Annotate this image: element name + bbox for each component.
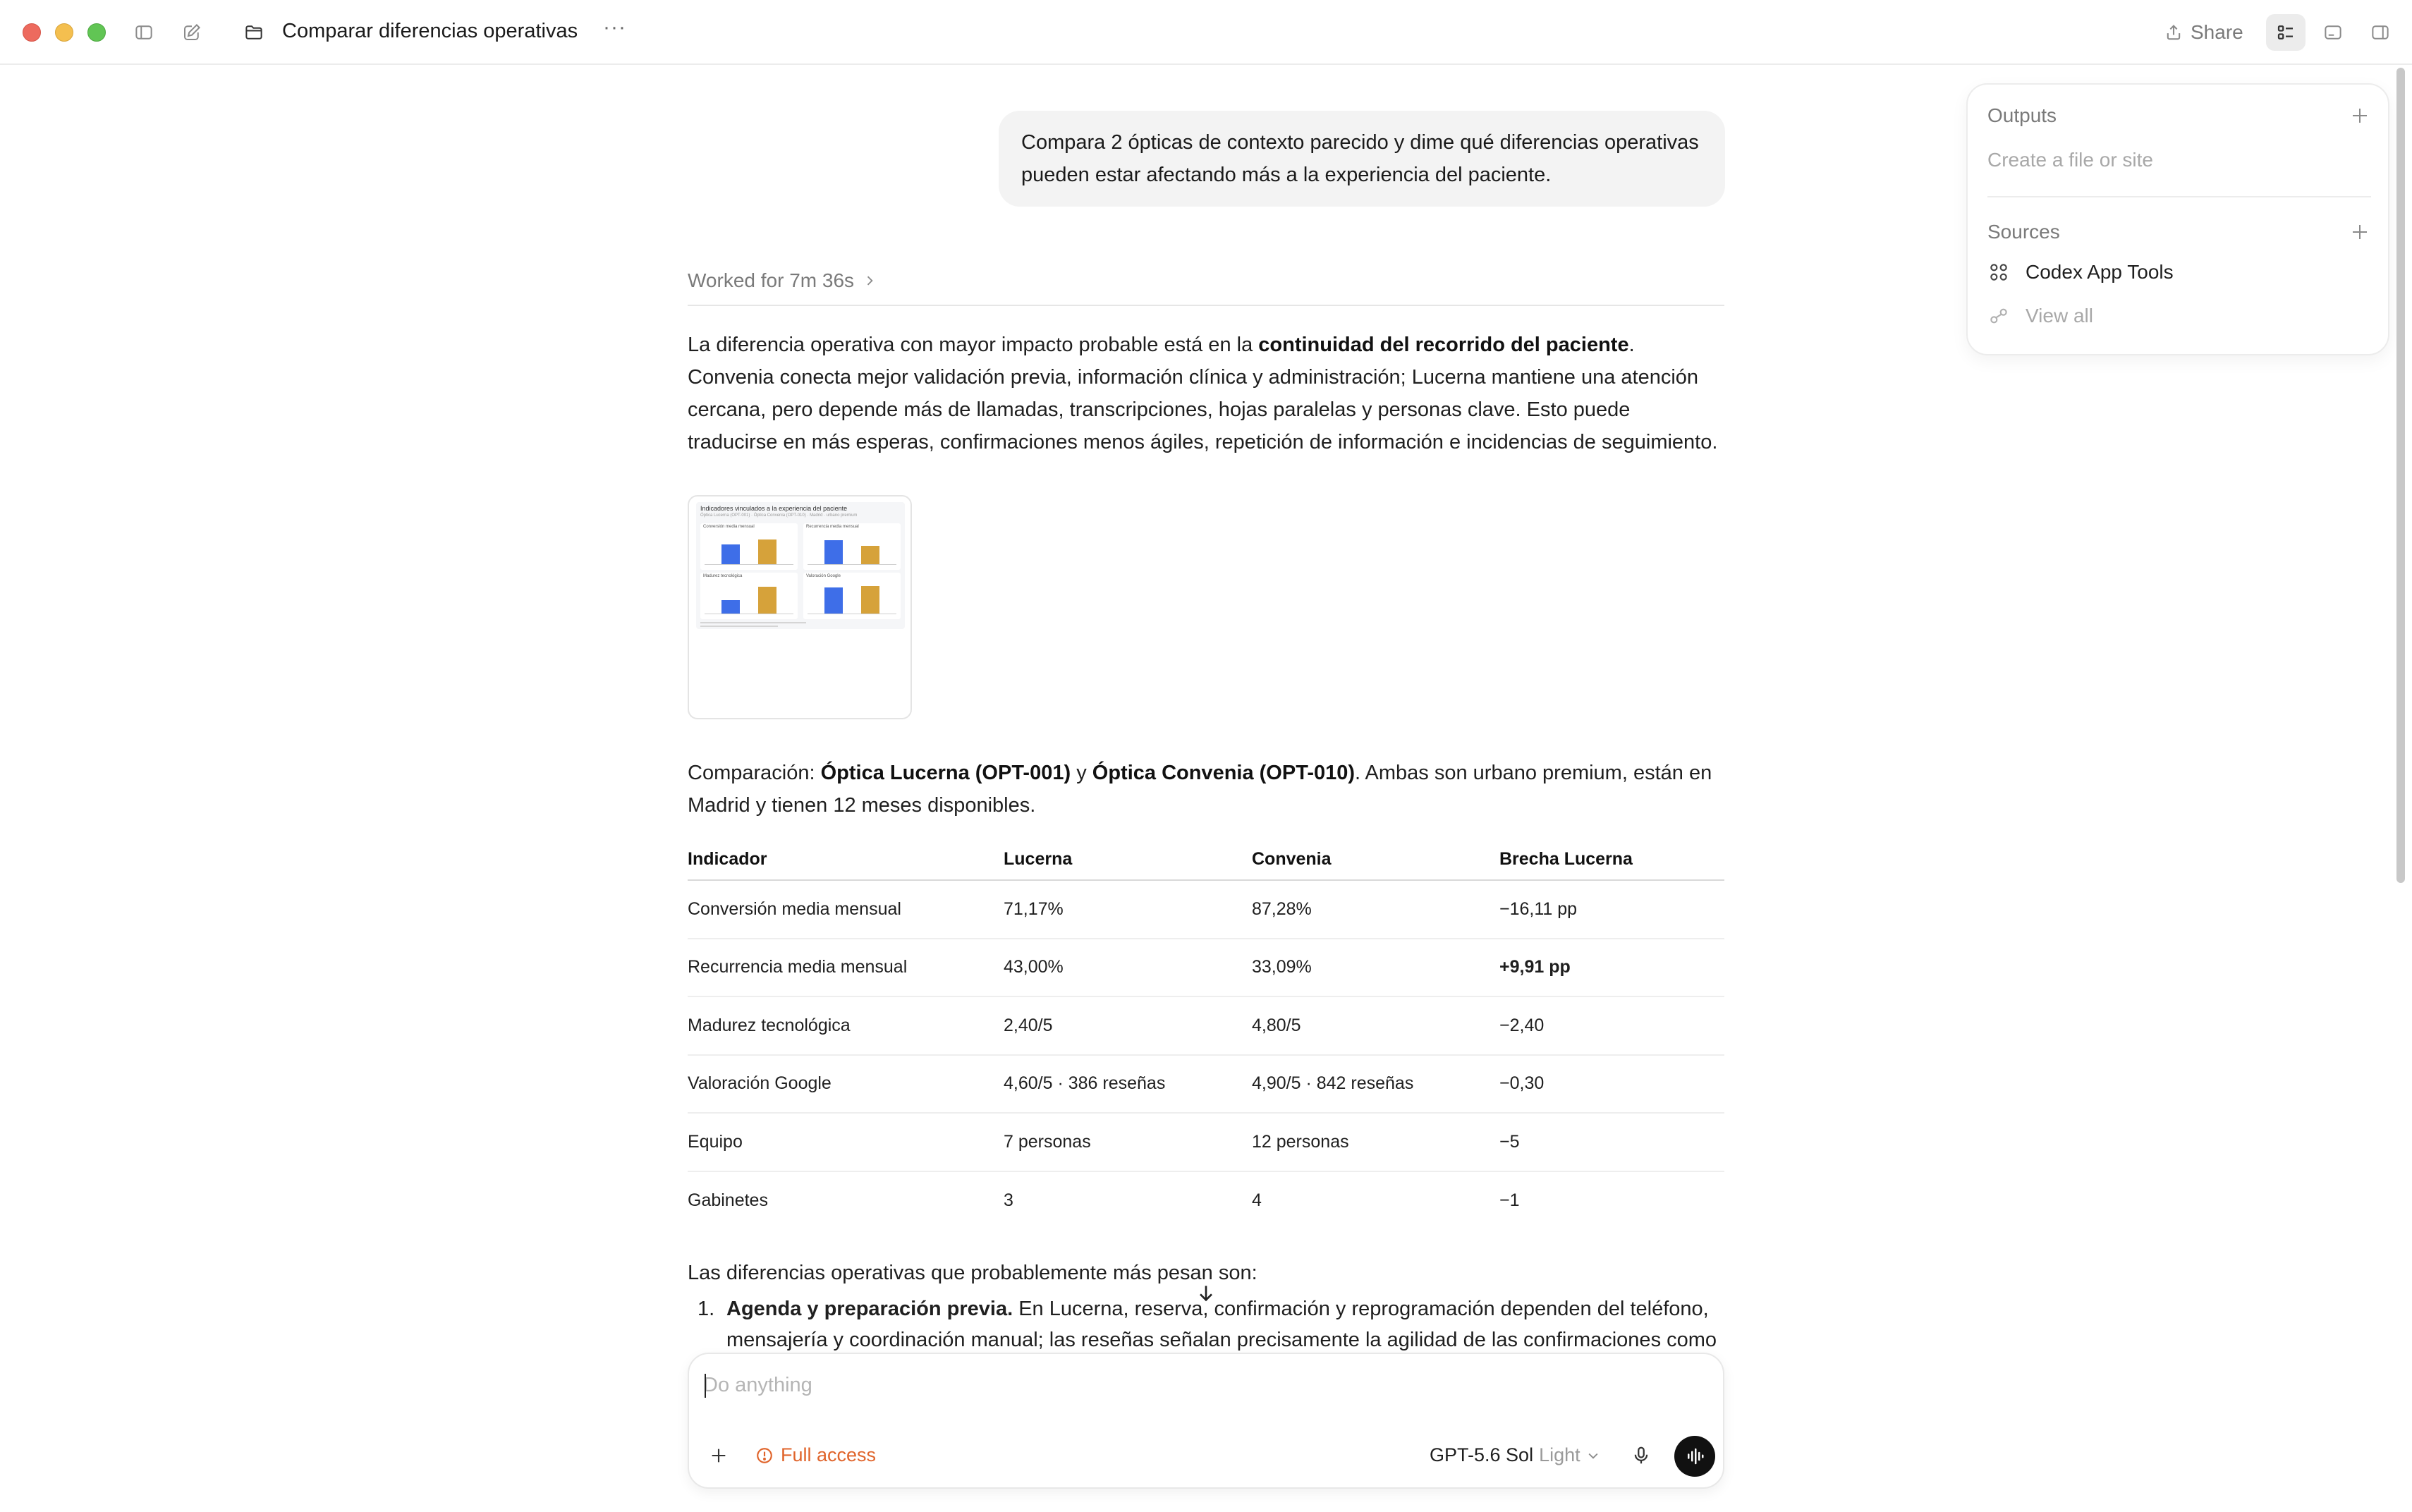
chevron-down-icon xyxy=(1586,1449,1600,1463)
add-source-button[interactable] xyxy=(2349,221,2371,243)
sources-heading: Sources xyxy=(1987,221,2060,243)
thumbnail-footnote-line xyxy=(700,622,806,623)
chevron-right-icon xyxy=(863,274,877,288)
list-intro: Las diferencias operativas que probablemente más pesan son: xyxy=(688,1262,1257,1284)
mini-chart-bar-convenia xyxy=(758,539,776,564)
add-attachment-button[interactable] xyxy=(705,1441,733,1470)
sidebar-toggle-icon[interactable] xyxy=(131,20,157,45)
share-label: Share xyxy=(2191,21,2243,43)
table-cell: Valoración Google xyxy=(688,1055,1004,1114)
table-cell: −16,11 pp xyxy=(1499,880,1724,939)
table-cell: Gabinetes xyxy=(688,1190,768,1210)
table-cell: −0,30 xyxy=(1499,1055,1724,1114)
terminal-panel-icon[interactable] xyxy=(2320,20,2346,45)
share-icon xyxy=(2164,23,2183,42)
app-tools-icon xyxy=(1987,261,2010,284)
zoom-window-button[interactable] xyxy=(87,23,106,42)
arrow-down-icon xyxy=(1195,1282,1217,1305)
table-header-cell: Convenia xyxy=(1252,839,1499,880)
new-chat-icon[interactable] xyxy=(179,20,205,45)
mini-chart-label: Conversión media mensual xyxy=(703,525,755,529)
outputs-sources-panel xyxy=(1966,83,2389,355)
window-title: Comparar diferencias operativas xyxy=(282,20,578,42)
chart-image-thumbnail[interactable] xyxy=(688,495,912,719)
intro-text-end: . Convenia conecta mejor validación previa, información clínica y administración; Lucerna mantiene una atención cercana, pero depende más de llamadas, transcripciones, hojas paralelas y personas clave. Esto puede traducirse en más esperas, confirmaciones menos ágiles, repetición de información e incidencias de seguimiento. xyxy=(688,334,1718,453)
model-effort: Light xyxy=(1539,1444,1580,1465)
table-row xyxy=(688,1055,1724,1114)
mini-chart-bar-convenia xyxy=(758,587,776,614)
create-file-or-site-link[interactable]: Create a file or site xyxy=(1987,149,2153,171)
table-row xyxy=(688,880,1724,939)
text-caret xyxy=(705,1374,706,1398)
table-cell: 4,80/5 xyxy=(1252,996,1499,1055)
table-cell: 7 personas xyxy=(1004,1113,1252,1171)
table-header-cell: Lucerna xyxy=(1004,839,1252,880)
comparison-store-2: Óptica Convenia (OPT-010) xyxy=(1092,762,1356,784)
title-bar xyxy=(0,0,2412,65)
table-cell: 43,00% xyxy=(1004,939,1252,997)
table-header-cell: Indicador xyxy=(688,839,1004,880)
thumbnail-subtitle: Óptica Lucerna (OPT-001) · Óptica Convenia (OPT-010) · Madrid · urbano premium xyxy=(700,513,858,518)
comparison-store-1: Óptica Lucerna (OPT-001) xyxy=(820,762,1071,784)
folder-icon xyxy=(241,20,267,45)
minimize-window-button[interactable] xyxy=(55,23,73,42)
table-header-cell: Brecha Lucerna xyxy=(1499,839,1724,880)
mini-chart-label: Madurez tecnológica xyxy=(703,574,743,578)
intro-bold: continuidad del recorrido del paciente xyxy=(1258,334,1629,356)
list-panel-icon xyxy=(2275,22,2296,43)
table-cell: 4 xyxy=(1252,1190,1262,1210)
thumbnail-mini-chart xyxy=(803,523,901,570)
table-cell: 71,17% xyxy=(1004,880,1252,939)
mini-chart-label: Recurrencia media mensual xyxy=(806,525,859,529)
list-item-title: Agenda y preparación previa. xyxy=(726,1298,1013,1320)
table-cell: −1 xyxy=(1499,1190,1520,1210)
microphone-button[interactable] xyxy=(1627,1441,1655,1470)
thumbnail-title: Indicadores vinculados a la experiencia del paciente xyxy=(700,505,848,512)
table-cell: −5 xyxy=(1499,1113,1724,1171)
outputs-heading: Outputs xyxy=(1987,104,2057,126)
comparison-table xyxy=(688,839,1724,1229)
table-cell: 4,60/5 · 386 reseñas xyxy=(1004,1055,1252,1114)
share-button[interactable] xyxy=(2164,18,2243,47)
worked-for-label: Worked for 7m 36s xyxy=(688,269,855,291)
voice-mode-button[interactable] xyxy=(1674,1436,1715,1477)
table-cell: 4,90/5 · 842 reseñas xyxy=(1252,1055,1499,1114)
microphone-icon xyxy=(1631,1445,1652,1466)
comparison-text: Comparación: xyxy=(688,762,821,784)
right-sidebar-icon[interactable] xyxy=(2368,20,2393,45)
warning-circle-icon xyxy=(755,1446,774,1465)
table-cell: Recurrencia media mensual xyxy=(688,939,1004,997)
table-cell: −2,40 xyxy=(1499,996,1724,1055)
table-row xyxy=(688,996,1724,1055)
access-level-button[interactable] xyxy=(755,1444,876,1466)
model-name: GPT-5.6 Sol xyxy=(1430,1444,1534,1465)
mini-chart-bar-convenia xyxy=(861,586,879,614)
thumbnail-mini-chart xyxy=(700,573,798,619)
mini-chart-bar-lucerna xyxy=(721,544,740,564)
mini-chart-bar-lucerna xyxy=(824,587,843,614)
prompt-input[interactable] xyxy=(703,1370,1691,1401)
comparison-paragraph xyxy=(688,757,1724,822)
main-scrollbar-thumb[interactable] xyxy=(2396,68,2405,883)
thumbnail-footnote-line xyxy=(700,626,778,627)
mini-chart-bar-convenia xyxy=(861,546,879,564)
list-item-body: En Lucerna, reserva, confirmación y reprogramación dependen del teléfono, mensajería y coordinación manual; las reseñas señalan precisamente la agilidad de las confirmaciones como xyxy=(726,1298,1717,1351)
comparison-text: y xyxy=(1071,762,1092,784)
link-icon xyxy=(1987,305,2010,327)
table-cell: 12 personas xyxy=(1252,1113,1499,1171)
answer-intro-paragraph xyxy=(688,329,1724,458)
user-message-bubble: Compara 2 ópticas de contexto parecido y dime qué diferencias operativas pueden estar afectando más a la experiencia del paciente. xyxy=(999,111,1725,207)
thumbnail-mini-chart xyxy=(700,523,798,570)
table-header-row xyxy=(688,839,1724,880)
intro-text: La diferencia operativa con mayor impacto probable está en la xyxy=(688,334,1259,356)
mini-chart-label: Valoración Google xyxy=(806,574,841,578)
thumbnail-mini-chart xyxy=(803,573,901,619)
more-options-button[interactable]: ··· xyxy=(603,16,626,39)
view-all-sources-link[interactable] xyxy=(1987,305,2093,327)
table-row xyxy=(688,939,1724,997)
source-item-codex-app-tools[interactable] xyxy=(1987,261,2174,284)
comparison-text-end: . Ambas son urbano premium, están en Madrid y tienen 12 meses disponibles. xyxy=(688,762,1712,817)
view-all-label: View all xyxy=(2026,305,2093,327)
close-window-button[interactable] xyxy=(23,23,41,42)
access-level-label: Full access xyxy=(781,1444,877,1465)
panel-divider xyxy=(1987,196,2371,197)
mini-chart-bar-lucerna xyxy=(721,600,740,614)
scroll-to-bottom-button[interactable] xyxy=(1193,1281,1219,1306)
table-cell: +9,91 pp xyxy=(1499,939,1724,997)
table-cell: 2,40/5 xyxy=(1004,996,1252,1055)
mini-chart-axis xyxy=(705,564,793,565)
source-item-label: Codex App Tools xyxy=(2026,261,2174,283)
table-cell: Madurez tecnológica xyxy=(688,996,1004,1055)
list-item-number: 1. xyxy=(698,1298,715,1320)
table-cell: 33,09% xyxy=(1252,939,1499,997)
table-cell: Equipo xyxy=(688,1113,1004,1171)
list-item-text xyxy=(726,1293,1724,1353)
mini-chart-bar-lucerna xyxy=(824,540,843,564)
plus-icon xyxy=(2349,105,2370,126)
model-selector[interactable] xyxy=(1430,1444,1600,1466)
table-cell: 87,28% xyxy=(1252,880,1499,939)
worked-for-toggle[interactable] xyxy=(688,269,1724,306)
table-cell: Conversión media mensual xyxy=(688,880,1004,939)
table-cell: 3 xyxy=(1004,1190,1013,1210)
plus-icon xyxy=(709,1446,729,1465)
table-row xyxy=(688,1171,1724,1230)
message-composer xyxy=(688,1353,1724,1489)
add-output-button[interactable] xyxy=(2349,104,2371,127)
table-row xyxy=(688,1113,1724,1171)
mini-chart-axis xyxy=(808,564,896,565)
waveform-icon xyxy=(1684,1446,1705,1467)
task-panel-toggle-button[interactable] xyxy=(2266,14,2306,51)
plus-icon xyxy=(2349,221,2370,243)
chart-thumbnail-canvas xyxy=(696,502,905,629)
